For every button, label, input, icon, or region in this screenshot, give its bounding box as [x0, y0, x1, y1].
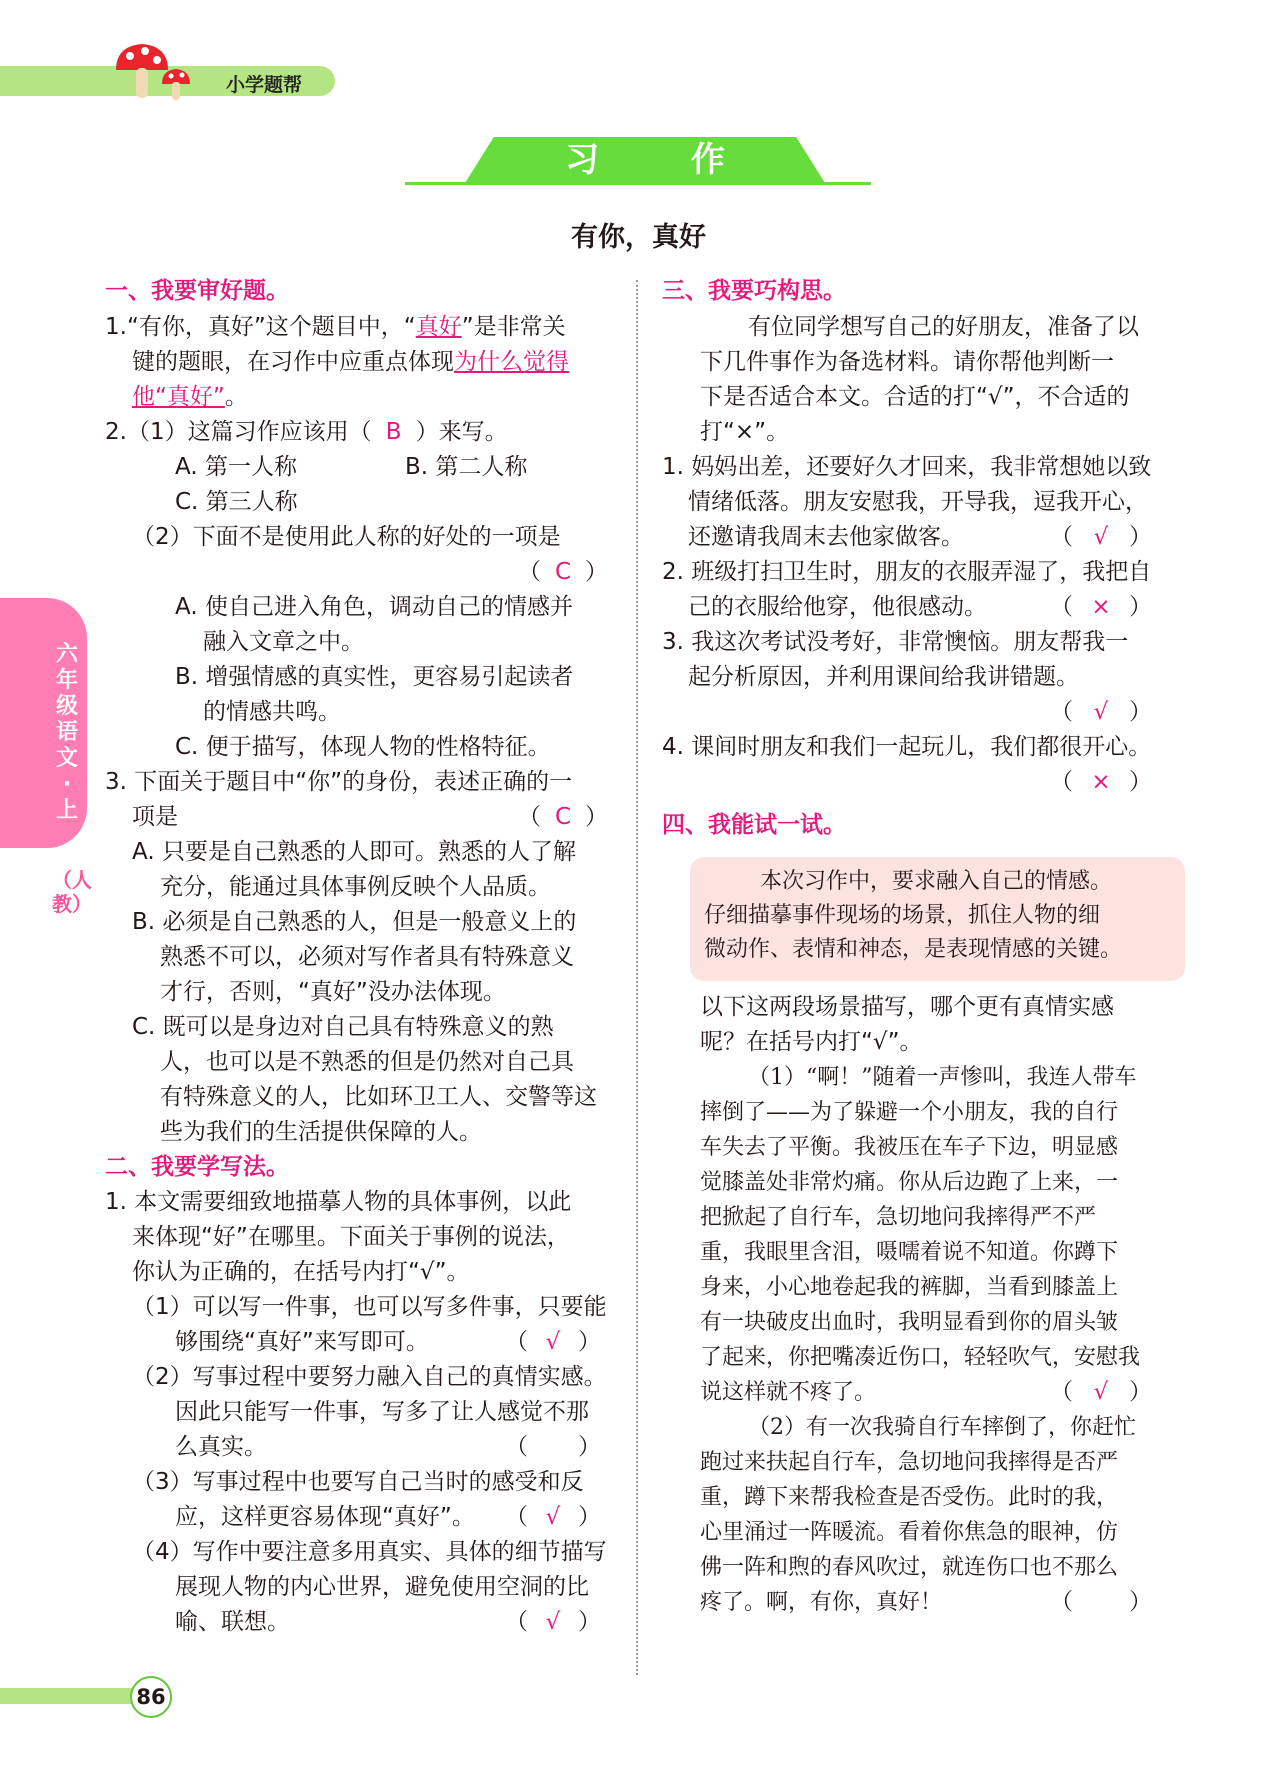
footer-bar: [0, 1688, 148, 1704]
option-text: 融入文章之中。: [203, 629, 364, 655]
passage-line: 有一块破皮出血时，我明显看到你的眉头皱: [700, 1310, 1119, 1335]
question-line: 2.（1）这篇习作应该用（ B ）来写。: [105, 415, 508, 450]
option-c: C. 既可以是身边对自己具有特殊意义的熟: [132, 1014, 554, 1040]
option-b: B. 第二人称: [405, 454, 528, 480]
section-heading: 二、我要学写法。: [105, 1154, 289, 1180]
option-text: 些为我们的生活提供保障的人。: [160, 1119, 482, 1145]
passage-line: 疼了。啊，有你，真好！: [700, 1590, 943, 1615]
option-c: C. 便于描写，体现人物的性格特征。: [175, 734, 551, 760]
section-heading: 三、我要巧构思。: [662, 278, 846, 304]
question-line: （2）下面不是使用此人称的好处的一项是: [132, 524, 561, 550]
instruction-line: 下几件事作为备选材料。请你帮他判断一: [700, 349, 1114, 375]
answer-text: 真好: [415, 314, 462, 340]
answer-bracket: （ × ）: [1050, 769, 1152, 795]
material-line: 3. 我这次考试没考好，非常懊恼。朋友帮我一: [662, 629, 1129, 655]
option-text: 有特殊意义的人，比如环卫工人、交警等这: [160, 1084, 597, 1110]
passage-line: 心里涌过一阵暖流。看着你焦急的眼神，仿: [700, 1520, 1119, 1545]
option-text: 才行，否则，“真好”没办法体现。: [160, 979, 506, 1005]
grade-label: 六年级语文·上: [55, 642, 78, 823]
passage-line: （1）“啊！”随着一声惨叫，我连人带车: [748, 1065, 1137, 1090]
answer-bracket: （ ）: [505, 1434, 601, 1460]
section-heading: 一、我要审好题。: [105, 278, 289, 304]
statement-line: （1）可以写一件事，也可以写多件事，只要能: [132, 1294, 607, 1320]
question-line: 来体现“好”在哪里。下面关于事例的说法，: [132, 1224, 570, 1250]
passage-line: （2）有一次我骑自行车摔倒了，你赶忙: [748, 1415, 1136, 1440]
instruction-line: 有位同学想写自己的好朋友，准备了以: [748, 314, 1139, 340]
material-line: 起分析原因，并利用课间给我讲错题。: [688, 664, 1079, 690]
question-line: 键的题眼，在习作中应重点体现为什么觉得: [132, 349, 569, 375]
answer-bracket: （ √ ）: [1050, 1379, 1152, 1405]
edition-label: （人教）: [52, 868, 92, 916]
answer-bracket: （ C ）: [518, 559, 608, 585]
material-line: 1. 妈妈出差，还要好久才回来，我非常想她以致: [662, 454, 1152, 480]
answer-bracket: （ √ ）: [505, 1504, 601, 1530]
option-b: B. 增强情感的真实性，更容易引起读者: [175, 664, 574, 690]
option-text: 的情感共鸣。: [203, 699, 341, 725]
answer-bracket: （ × ）: [1050, 594, 1152, 620]
statement-line: 够围绕“真好”来写即可。: [175, 1329, 429, 1355]
material-line: 4. 课间时朋友和我们一起玩儿，我们都很开心。: [662, 734, 1152, 760]
passage-line: 佛一阵和煦的春风吹过，就连伤口也不那么: [700, 1555, 1119, 1580]
option-text: 充分，能通过具体事例反映个人品质。: [160, 874, 551, 900]
passage-line: 把掀起了自行车，急切地问我摔得严不严: [700, 1205, 1097, 1230]
statement-line: （3）写事过程中也要写自己当时的感受和反: [132, 1469, 584, 1495]
tip-text: 微动作、表情和神态，是表现情感的关键。: [704, 937, 1123, 962]
brand-name: 小学题帮: [226, 74, 303, 96]
material-line: 还邀请我周末去他家做客。: [688, 524, 964, 550]
passage-line: 了起来，你把嘴凑近伤口，轻轻吹气，安慰我: [700, 1345, 1141, 1370]
option-text: 熟悉不可以，必须对写作者具有特殊意义: [160, 944, 574, 970]
passage-line: 车失去了平衡。我被压在车子下边，明显感: [700, 1135, 1119, 1160]
question-line: 呢？在括号内打“√”。: [700, 1029, 923, 1055]
option-b: B. 必须是自己熟悉的人，但是一般意义上的: [132, 909, 577, 935]
passage-line: 身来，小心地卷起我的裤脚，当看到膝盖上: [700, 1275, 1119, 1300]
answer-text: B: [385, 419, 402, 445]
passage-line: 说这样就不疼了。: [700, 1380, 877, 1405]
answer-bracket: （ √ ）: [505, 1329, 601, 1355]
question-line: 他“真好”。: [132, 384, 248, 410]
material-line: 情绪低落。朋友安慰我，开导我，逗我开心，: [688, 489, 1148, 515]
tip-text: 仔细描摹事件现场的场景，抓住人物的细: [704, 903, 1101, 928]
answer-bracket: （ √ ）: [1050, 699, 1152, 725]
question-line: 1. 本文需要细致地描摹人物的具体事例，以此: [105, 1189, 572, 1215]
section-heading: 四、我能试一试。: [662, 812, 846, 838]
essay-topic: 有你，真好: [571, 222, 706, 253]
answer-bracket: （ ）: [1050, 1589, 1152, 1615]
statement-line: （2）写事过程中要努力融入自己的真情实感。: [132, 1364, 607, 1390]
passage-line: 摔倒了——为了躲避一个小朋友，我的自行: [700, 1100, 1119, 1125]
statement-line: 喻、联想。: [175, 1609, 290, 1635]
question-line: 3. 下面关于题目中“你”的身份，表述正确的一: [105, 769, 573, 795]
answer-text: 为什么觉得: [454, 349, 569, 375]
passage-line: 重，我眼里含泪，嗫嚅着说不知道。你蹲下: [700, 1240, 1119, 1265]
instruction-line: 下是否适合本文。合适的打“√”，不合适的: [700, 384, 1130, 410]
option-a: A. 第一人称: [175, 454, 297, 480]
question-line: 以下这两段场景描写，哪个更有真情实感: [700, 994, 1114, 1020]
option-a: A. 只要是自己熟悉的人即可。熟悉的人了解: [132, 839, 576, 865]
question-line: 项是: [132, 804, 178, 830]
column-divider: [636, 280, 638, 1675]
option-text: 人，也可以是不熟悉的但是仍然对自己具: [160, 1049, 574, 1075]
tip-text: 本次习作中，要求融入自己的情感。: [760, 869, 1113, 894]
statement-line: 展现人物的内心世界，避免使用空洞的比: [175, 1574, 589, 1600]
mushroom-logo-icon: [112, 40, 196, 102]
passage-line: 觉膝盖处非常灼痛。你从后边跑了上来，一: [700, 1170, 1119, 1195]
statement-line: 因此只能写一件事，写多了让人感觉不那: [175, 1399, 589, 1425]
page-title: 习 作: [565, 140, 765, 180]
material-line: 2. 班级打扫卫生时，朋友的衣服弄湿了，我把自: [662, 559, 1152, 585]
material-line: 己的衣服给他穿，他很感动。: [688, 594, 987, 620]
page-number: 86: [130, 1676, 172, 1718]
answer-text: 他“真好”: [132, 384, 225, 410]
answer-bracket: （ √ ）: [1050, 524, 1152, 550]
statement-line: 么真实。: [175, 1434, 267, 1460]
answer-bracket: （ C ）: [518, 804, 608, 830]
instruction-line: 打“×”。: [700, 419, 790, 445]
statement-line: 应，这样更容易体现“真好”。: [175, 1504, 475, 1530]
question-line: 1.“有你，真好”这个题目中，“真好”是非常关: [105, 314, 566, 340]
option-c: C. 第三人称: [175, 489, 298, 515]
answer-bracket: （ √ ）: [505, 1609, 601, 1635]
statement-line: （4）写作中要注意多用真实、具体的细节描写: [132, 1539, 607, 1565]
passage-line: 跑过来扶起自行车，急切地问我摔得是否严: [700, 1450, 1119, 1475]
option-a: A. 使自己进入角色，调动自己的情感并: [175, 594, 573, 620]
passage-line: 重，蹲下来帮我检查是否受伤。此时的我，: [700, 1485, 1119, 1510]
question-line: 你认为正确的，在括号内打“√”。: [132, 1259, 470, 1285]
